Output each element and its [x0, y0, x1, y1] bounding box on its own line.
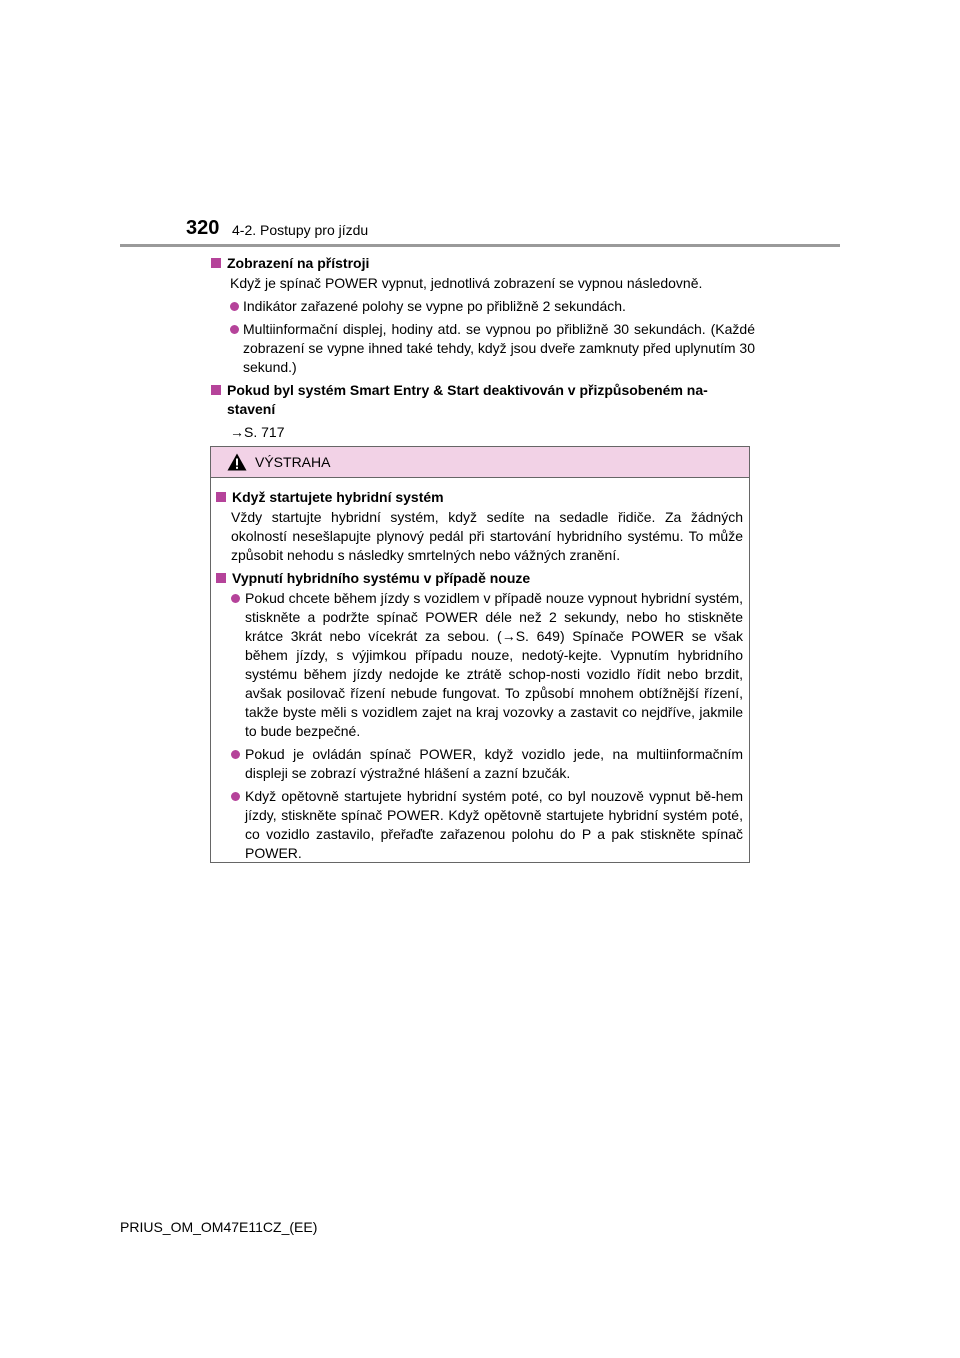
warning-title: VÝSTRAHA [255, 454, 331, 470]
square-bullet-icon [216, 573, 226, 583]
page-number: 320 [186, 217, 220, 239]
list-item [210, 297, 755, 316]
list-item [215, 787, 743, 863]
round-bullet-icon [231, 594, 240, 603]
footer-code: PRIUS_OM_OM47E11CZ_(EE) [120, 1219, 318, 1235]
square-bullet-icon [211, 385, 221, 395]
warning-heading-emergency [215, 569, 743, 588]
square-bullet-icon [216, 492, 226, 502]
warning-header [211, 447, 749, 478]
list-item [210, 320, 755, 377]
square-bullet-icon [211, 258, 221, 268]
section-title: Když startujete hybridní systém [232, 489, 444, 505]
warning-text: Vždy startujte hybridní systém, když sedíte na sedadle řidiče. Za žádných okolností nesešlapujte plynový pedál při startování hybridního systému. To může způsobit nehodu s následky smrtelných nebo vážných zranění. [231, 509, 743, 563]
round-bullet-icon [231, 750, 240, 759]
warning-heading-start [215, 488, 743, 507]
running-head: 4-2. Postupy pro jízdu [232, 222, 369, 238]
list-item-text: Pokud chcete během jízdy s vozidlem v případě nouze vypnout hybridní systém, stiskněte a podržte spínač POWER déle než 2 sekundy, nebo ho stiskněte krátce 3krát nebo vícekrát za sebou. (→S. 649) Spínače POWER se však během jízdy, s výjimkou případu nouze, nedotý-kejte. Vypnutím hybridního systému během jízdy nedojde ke ztrátě schop-nosti vozidlo řídit nebo brzdit, avšak posilovač řízení nebude fungovat. To způsobí mnohem obtížnější řízení, takže byste měli s vozidlem zajet na kraj vozovky a zastavit co nejdříve, jakmile to bude bezpečné. [245, 590, 743, 739]
section-heading-smart-entry [210, 381, 755, 419]
section-title: Zobrazení na přístroji [227, 255, 370, 271]
round-bullet-icon [231, 792, 240, 801]
section-title: Vypnutí hybridního systému v případě nouze [232, 570, 531, 586]
main-content [210, 254, 755, 446]
section-heading-displays [210, 254, 755, 273]
section-intro: Když je spínač POWER vypnut, jednotlivá zobrazení se vypnou následovně. [230, 275, 703, 291]
page-reference: →S. 717 [230, 424, 285, 440]
warning-triangle-icon [227, 453, 247, 471]
list-item [215, 745, 743, 783]
section-title: Pokud byl systém Smart Entry & Start deaktivován v přizpůsobeném na-stavení [227, 382, 708, 417]
round-bullet-icon [230, 325, 239, 334]
warning-box [210, 446, 750, 863]
list-item-text: Když opětovně startujete hybridní systém poté, co byl nouzově vypnut bě-hem jízdy, stiskněte spínač POWER. Když opětovně startujete hybridní systém poté, co vozidlo zastavilo, přeřaďte zařazenou polohu do P a pak stiskněte spínač POWER. [245, 788, 743, 861]
warning-body [211, 478, 749, 863]
list-item [215, 589, 743, 741]
list-item-text: Indikátor zařazené polohy se vypne po přibližně 2 sekundách. [243, 298, 626, 314]
round-bullet-icon [230, 302, 239, 311]
list-item-text: Pokud je ovládán spínač POWER, když vozidlo jede, na multiinformačním displeji se zobrazí výstražné hlášení a zazní bzučák. [245, 746, 743, 781]
header-rule [120, 244, 840, 247]
list-item-text: Multiinformační displej, hodiny atd. se vypnou po přibližně 30 sekundách. (Každé zobrazení se vypne ihned také tehdy, když jsou dveře zamknuty před uplynutím 30 sekund.) [243, 321, 755, 375]
